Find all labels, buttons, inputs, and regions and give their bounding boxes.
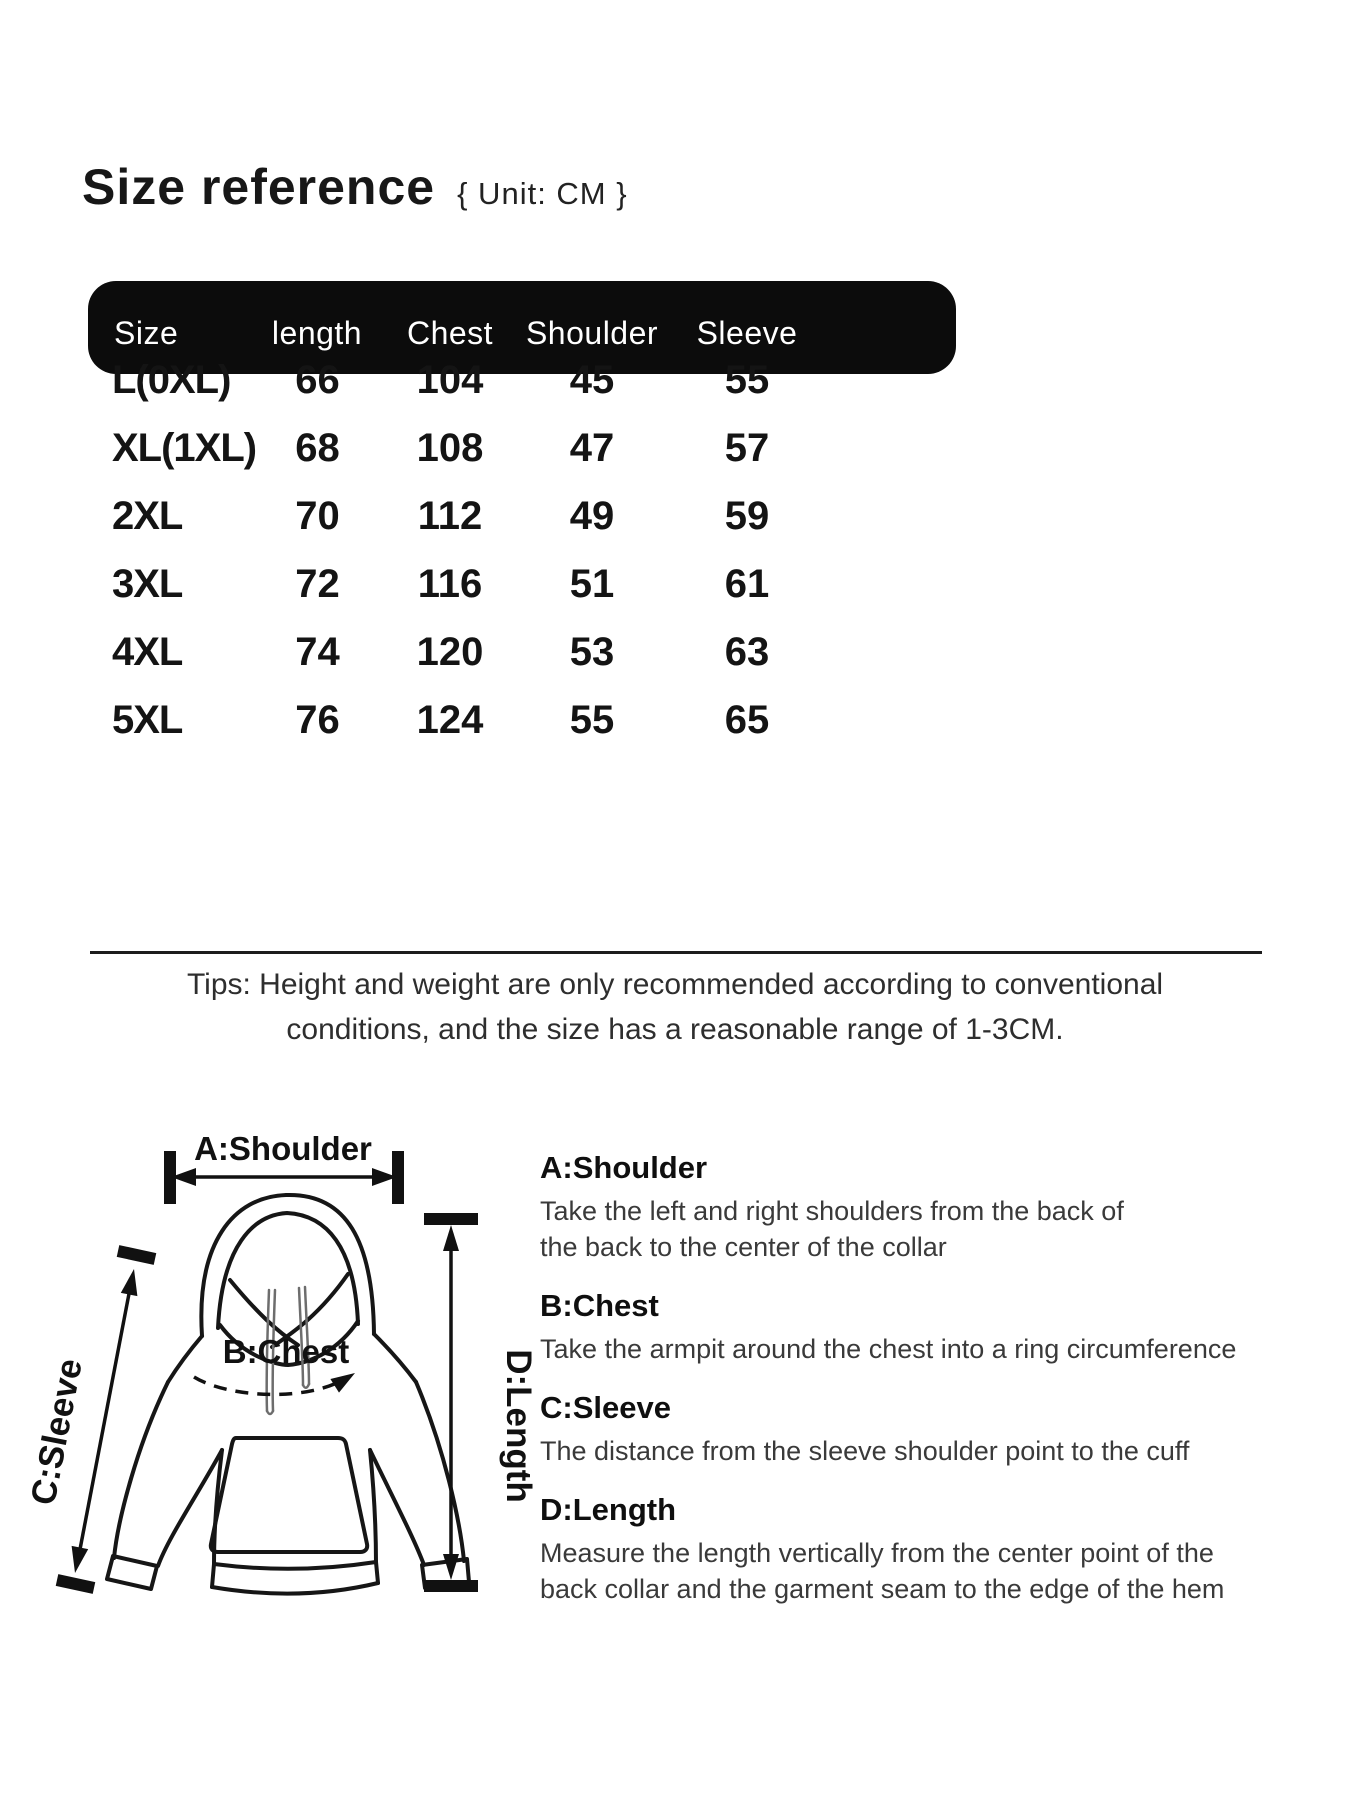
- chest-cell: 120: [416, 630, 484, 674]
- header-sleeve: Sleeve: [696, 315, 798, 351]
- size-cell: 5XL: [112, 698, 183, 742]
- table-row: [0, 550, 1350, 618]
- diagram-chest-label: B:Chest: [222, 1333, 350, 1370]
- definition-heading: C:Sleeve: [540, 1390, 671, 1425]
- definition-heading: B:Chest: [540, 1288, 659, 1323]
- length-cell: 68: [295, 426, 340, 470]
- length-arrow: [424, 1219, 478, 1586]
- definition-line: The distance from the sleeve shoulder point to the cuff: [540, 1436, 1190, 1466]
- definition-chest: [540, 1288, 1350, 1367]
- diagram-shoulder-label: A:Shoulder: [194, 1130, 372, 1167]
- table-row: [0, 346, 1350, 414]
- definition-line: back collar and the garment seam to the edge of the hem: [540, 1574, 1225, 1604]
- header-length: length: [271, 315, 363, 351]
- size-cell: 2XL: [112, 494, 183, 538]
- length-cell: 66: [295, 358, 340, 402]
- header-size: Size: [114, 315, 179, 351]
- section-divider: [90, 951, 1262, 954]
- definition-heading: A:Shoulder: [540, 1150, 708, 1185]
- definition-shoulder: [540, 1150, 1350, 1265]
- definition-line: the back to the center of the collar: [540, 1232, 947, 1262]
- diagram-length-label: D:Length: [499, 1349, 538, 1503]
- tips-line-2: conditions, and the size has a reasonable range of 1-3CM.: [286, 1013, 1064, 1046]
- size-cell: XL(1XL): [112, 426, 257, 470]
- chest-cell: 116: [417, 562, 483, 606]
- sleeve-cell: 55: [724, 358, 770, 402]
- shoulder-cell: 49: [569, 494, 615, 538]
- page-title: [82, 158, 628, 216]
- size-cell: 4XL: [112, 630, 183, 674]
- header-shoulder: Shoulder: [525, 315, 659, 351]
- shoulder-cell: 53: [569, 630, 615, 674]
- title-text: Size reference: [82, 159, 436, 215]
- chest-cell: 112: [417, 494, 483, 538]
- shoulder-cell: 51: [569, 562, 615, 606]
- header-chest: Chest: [406, 315, 494, 351]
- title-unit: { Unit: CM }: [457, 176, 628, 211]
- definition-line: Measure the length vertically from the center point of the: [540, 1538, 1214, 1568]
- sleeve-cell: 61: [724, 562, 770, 606]
- sleeve-cell: 57: [724, 426, 770, 470]
- chest-cell: 104: [416, 358, 484, 402]
- diagram-sleeve-label: C:Sleeve: [23, 1355, 90, 1509]
- tips-text: [60, 962, 1290, 1052]
- definition-sleeve: [540, 1390, 1350, 1469]
- sleeve-cell: 63: [724, 630, 770, 674]
- tips-line-1: Tips: Height and weight are only recommended according to conventional: [186, 968, 1164, 1001]
- chest-cell: 108: [416, 426, 484, 470]
- hoodie-measurement-diagram: [18, 1118, 538, 1633]
- shoulder-cell: 47: [569, 426, 615, 470]
- shoulder-cell: 55: [569, 698, 615, 742]
- chest-cell: 124: [416, 698, 484, 742]
- definition-length: [540, 1492, 1350, 1607]
- sleeve-cell: 65: [724, 698, 770, 742]
- table-row: [0, 414, 1350, 482]
- length-cell: 70: [295, 494, 340, 538]
- chest-arrow: [194, 1373, 355, 1394]
- table-row: [0, 482, 1350, 550]
- length-cell: 74: [295, 630, 340, 674]
- length-cell: 76: [295, 698, 340, 742]
- length-cell: 72: [295, 562, 340, 606]
- size-cell: L(0XL): [112, 358, 231, 402]
- shoulder-cell: 45: [569, 358, 615, 402]
- size-cell: 3XL: [112, 562, 183, 606]
- definition-line: Take the left and right shoulders from the back of: [540, 1196, 1124, 1226]
- definition-heading: D:Length: [540, 1492, 677, 1527]
- table-row: [0, 686, 1350, 754]
- sleeve-cell: 59: [724, 494, 770, 538]
- definition-line: Take the armpit around the chest into a ring circumference: [540, 1334, 1237, 1364]
- measurement-definitions: [540, 1150, 1350, 1630]
- table-row: [0, 618, 1350, 686]
